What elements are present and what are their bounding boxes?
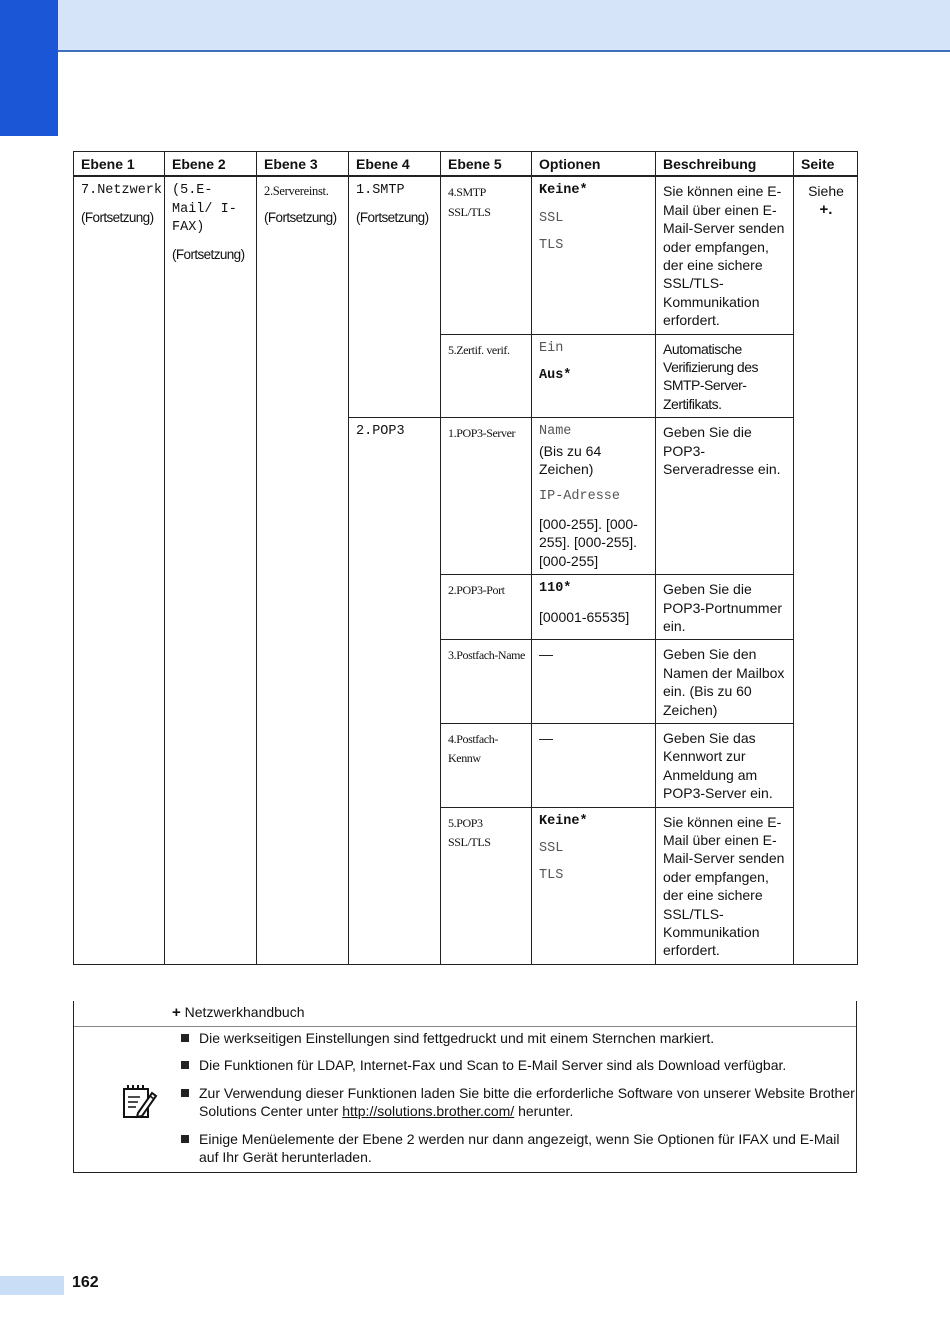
header-band: [0, 0, 950, 52]
level4-smtp-cell: [349, 176, 441, 417]
options-cell: [532, 640, 656, 724]
note-icon: [122, 1083, 158, 1119]
level2-cell: [165, 176, 257, 964]
level5-cell: [441, 640, 532, 724]
options-cell: [532, 575, 656, 640]
option: IP-Adresse: [539, 488, 621, 504]
column-header: Ebene 3: [257, 152, 349, 177]
page-number: 162: [72, 1274, 99, 1291]
option: SSL: [539, 210, 564, 226]
bullet-icon: [181, 1034, 189, 1042]
page-number-bar: [0, 1276, 64, 1295]
reference-line: [172, 1004, 305, 1021]
level5-label: 5.POP3 SSL/TLS: [448, 815, 491, 849]
note-text: Die Funktionen für LDAP, Internet-Fax und Scan to E-Mail Server sind als Download verfügbar.: [199, 1057, 787, 1074]
level5-cell: [441, 723, 532, 807]
chapter-tab: [0, 0, 58, 136]
options-cell: [532, 418, 656, 575]
level2-label: (5.E-Mail/ I-FAX): [172, 183, 237, 236]
description-cell: Geben Sie das Kennwort zur Anmeldung am POP3-Server ein.: [656, 723, 794, 807]
description-cell: Sie können eine E-Mail über einen E-Mail-Server senden oder empfangen, der eine sichere SSL/TLS-Kommunikation erfordert.: [656, 176, 794, 334]
column-header: Ebene 1: [74, 152, 165, 177]
option-range: [00001-65535]: [539, 608, 630, 625]
description-cell: Geben Sie die POP3-Serveradresse ein.: [656, 418, 794, 575]
level5-cell: [441, 807, 532, 964]
options-cell: [532, 176, 656, 334]
option-note: (Bis zu 64 Zeichen): [539, 442, 602, 478]
list-item: [179, 1056, 855, 1074]
reference-text: Netzwerkhandbuch: [184, 1004, 305, 1020]
option-default: Aus*: [539, 368, 572, 384]
note-text: Einige Menüelemente der Ebene 2 werden nur dann angezeigt, wenn Sie Optionen für IFAX und E-Mail auf Ihr Gerät herunterladen.: [199, 1130, 840, 1166]
level4-pop3-label: 2.POP3: [356, 424, 405, 440]
level5-label: 4.Postfach-Kennw: [448, 731, 498, 766]
reference-symbol: +: [172, 1004, 181, 1021]
option-default: Keine*: [539, 183, 588, 199]
seite-cell: [794, 176, 858, 964]
level5-cell: [441, 176, 532, 334]
menu-table: [73, 151, 858, 965]
description-cell: Automatische Verifizierung des SMTP-Server-Zertifikats.: [656, 334, 794, 418]
level5-cell: [441, 334, 532, 418]
column-header: Ebene 4: [349, 152, 441, 177]
level4-smtp-label: 1.SMTP: [356, 183, 405, 199]
table-header-row: [74, 152, 858, 177]
note-text: Die werkseitigen Einstellungen sind fettgedruckt und mit einem Sternchen markiert.: [199, 1030, 715, 1046]
note-text: herunter.: [518, 1103, 574, 1120]
seite-reference: +.: [819, 200, 833, 218]
website-link[interactable]: http://solutions.brother.com/: [342, 1103, 515, 1120]
column-header: Ebene 5: [441, 152, 532, 177]
bullet-icon: [181, 1089, 189, 1097]
options-cell: [532, 807, 656, 964]
level1-cell: [74, 176, 165, 964]
level4-smtp-continued: (Fortsetzung): [356, 209, 429, 225]
notes-list: [179, 1029, 855, 1175]
option: —: [539, 646, 553, 663]
option-range: [000-255]. [000-255]. [000-255]. [000-255]: [539, 515, 638, 569]
option: —: [539, 729, 553, 746]
notes-footer: [73, 1001, 857, 1173]
description-cell: Geben Sie den Namen der Mailbox ein. (Bis zu 60 Zeichen): [656, 640, 794, 724]
level1-continued: (Fortsetzung): [81, 209, 154, 225]
level5-label: 1.POP3-Server: [448, 426, 516, 441]
level5-cell: [441, 575, 532, 640]
level4-pop3-cell: [349, 418, 441, 965]
column-header: Beschreibung: [656, 152, 794, 177]
list-item: [179, 1084, 855, 1121]
level2-continued: (Fortsetzung): [172, 246, 245, 262]
option-default: 110*: [539, 581, 572, 597]
description-cell: Geben Sie die POP3-Portnummer ein.: [656, 575, 794, 640]
seite-text: Siehe: [808, 183, 844, 200]
option-default: Keine*: [539, 813, 588, 829]
bullet-icon: [181, 1061, 189, 1069]
options-cell: [532, 723, 656, 807]
divider: [74, 1026, 856, 1027]
bullet-icon: [181, 1135, 189, 1143]
option: Name: [539, 424, 572, 440]
description-cell: Sie können eine E-Mail über einen E-Mail-Server senden oder empfangen, der eine sichere SSL/TLS-Kommunikation erfordert.: [656, 807, 794, 964]
table-row: [74, 176, 858, 334]
option: TLS: [539, 868, 564, 884]
option: TLS: [539, 238, 564, 254]
note-text: Zur Verwendung dieser Funktionen laden Sie bitte die erforderliche Software von unserer Website Brother Solutions Center unter: [199, 1084, 855, 1120]
options-cell: [532, 334, 656, 418]
level1-label: 7.Netzwerk: [81, 183, 163, 199]
level5-cell: [441, 418, 532, 575]
list-item: [179, 1029, 855, 1047]
option: SSL: [539, 841, 564, 856]
column-header: Optionen: [532, 152, 656, 177]
level3-label: 2.Servereinst.: [264, 184, 329, 199]
column-header: Seite: [794, 152, 858, 177]
level5-label: 5.Zertif. verif.: [448, 342, 510, 357]
level5-label: 4.SMTP SSL/TLS: [448, 185, 491, 219]
list-item: [179, 1130, 855, 1167]
option: Ein: [539, 340, 564, 356]
column-header: Ebene 2: [165, 152, 257, 177]
level5-label: 2.POP3-Port: [448, 583, 505, 598]
level3-continued: (Fortsetzung): [264, 209, 337, 225]
menu-table-container: [73, 151, 857, 965]
level3-cell: [257, 176, 349, 964]
level5-label: 3.Postfach-Name: [448, 648, 525, 663]
